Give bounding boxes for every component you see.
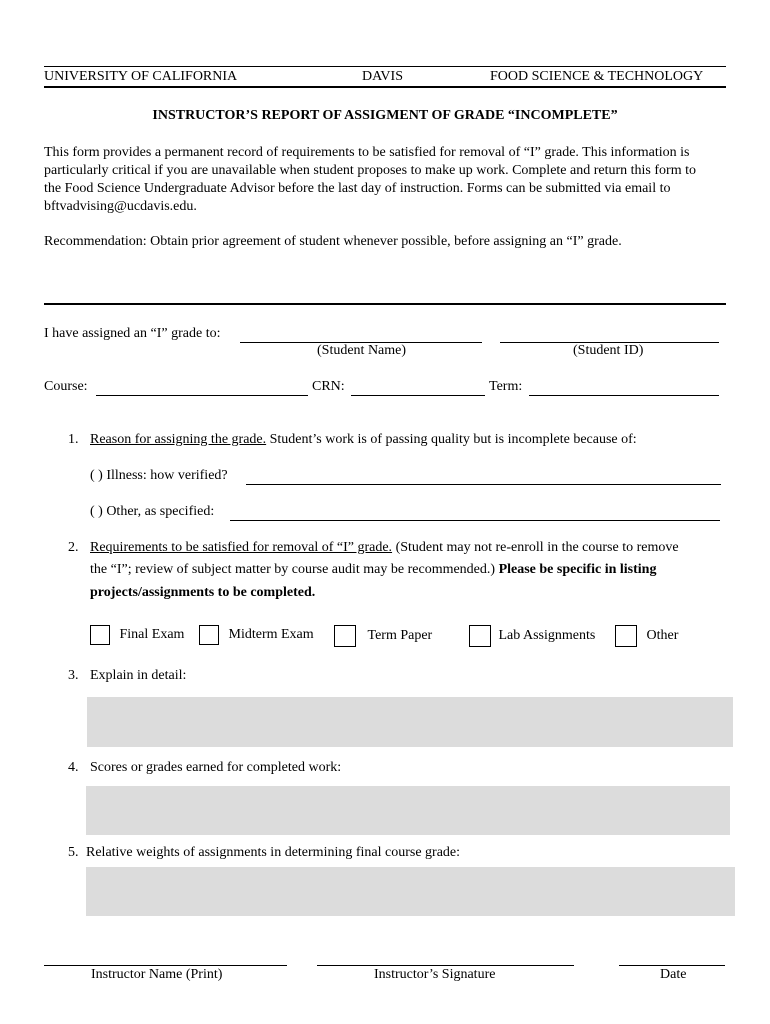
item2-line1 xyxy=(90,540,679,556)
date-caption: Date xyxy=(660,967,687,982)
instructor-name-caption: Instructor Name (Print) xyxy=(91,967,223,982)
form-title: INSTRUCTOR’S REPORT OF ASSIGMENT OF GRADE “INCOMPLETE” xyxy=(152,108,618,123)
option-lab-assignments[interactable] xyxy=(469,625,595,647)
lab-assignments-label: Lab Assignments xyxy=(498,628,596,644)
item2-line2 xyxy=(90,562,656,578)
student-name-caption: (Student Name) xyxy=(317,343,407,358)
other-option-label: ( ) Other, as specified: xyxy=(90,504,215,519)
item2-text1: (Student may not re-enroll in the course to remove xyxy=(392,540,679,555)
item1-heading: Reason for assigning the grade. xyxy=(90,432,267,447)
student-name-field[interactable] xyxy=(240,326,482,343)
item1-text xyxy=(90,432,637,448)
illness-verification-field[interactable] xyxy=(246,468,721,485)
scores-field[interactable] xyxy=(86,786,730,835)
item5-number: 5. xyxy=(68,845,79,860)
instructor-signature-line[interactable] xyxy=(317,965,574,966)
item2-number: 2. xyxy=(68,540,79,555)
illness-option-label: ( ) Illness: how verified? xyxy=(90,468,228,483)
course-label: Course: xyxy=(44,379,88,394)
item5-label: Relative weights of assignments in determining final course grade: xyxy=(86,845,461,860)
weights-field[interactable] xyxy=(86,867,735,916)
instructor-name-line[interactable] xyxy=(44,965,287,966)
header-bottom-rule xyxy=(44,86,726,88)
option-midterm-exam[interactable] xyxy=(199,625,314,645)
explain-detail-field[interactable] xyxy=(87,697,733,747)
header-campus: DAVIS xyxy=(362,69,403,84)
item2-heading: Requirements to be satisfied for removal of “I” grade. xyxy=(90,540,393,555)
term-label: Term: xyxy=(489,379,523,394)
item1-description: Student’s work is of passing quality but is incomplete because of: xyxy=(266,432,637,447)
crn-field[interactable] xyxy=(351,379,485,396)
header-university: UNIVERSITY OF CALIFORNIA xyxy=(44,69,238,84)
term-paper-label: Term Paper xyxy=(367,628,433,644)
item4-label: Scores or grades earned for completed work: xyxy=(90,760,342,775)
student-id-caption: (Student ID) xyxy=(573,343,644,358)
final-exam-label: Final Exam xyxy=(119,627,185,643)
item4-number: 4. xyxy=(68,760,79,775)
midterm-exam-checkbox[interactable] xyxy=(199,625,219,645)
header-department: FOOD SCIENCE & TECHNOLOGY xyxy=(490,69,704,84)
option-final-exam[interactable] xyxy=(90,625,184,645)
section-divider xyxy=(44,303,726,305)
other-reason-field[interactable] xyxy=(230,504,720,521)
instructor-signature-caption: Instructor’s Signature xyxy=(374,967,496,982)
option-term-paper[interactable] xyxy=(334,625,432,647)
student-id-field[interactable] xyxy=(500,326,719,343)
term-field[interactable] xyxy=(529,379,719,396)
date-line[interactable] xyxy=(619,965,725,966)
item3-number: 3. xyxy=(68,668,79,683)
midterm-exam-label: Midterm Exam xyxy=(228,627,314,643)
lab-assignments-checkbox[interactable] xyxy=(469,625,491,647)
item2-bold1: Please be specific in listing xyxy=(498,562,657,577)
final-exam-checkbox[interactable] xyxy=(90,625,110,645)
term-paper-checkbox[interactable] xyxy=(334,625,356,647)
header-top-rule xyxy=(44,66,726,67)
other-label: Other xyxy=(646,628,679,644)
item2-text2: the “I”; review of subject matter by course audit may be recommended.) xyxy=(90,562,499,577)
item1-number: 1. xyxy=(68,432,79,447)
other-checkbox[interactable] xyxy=(615,625,637,647)
option-other[interactable] xyxy=(615,625,678,647)
item3-label: Explain in detail: xyxy=(90,668,187,683)
recommendation-text: Recommendation: Obtain prior agreement of student whenever possible, before assigning an “I” grade. xyxy=(44,234,622,249)
crn-label: CRN: xyxy=(312,379,345,394)
intro-paragraph: This form provides a permanent record of requirements to be satisfied for removal of “I” grade. This information is particularly critical if you are unavailable when student proposes to make up work. Complete and return this form to the Food Science Undergraduate Advisor before the last day of instruction. Forms can be submitted via email to bftvadvising@ucdavis.edu. xyxy=(44,145,696,214)
item2-bold2: projects/assignments to be completed. xyxy=(90,585,316,600)
assigned-grade-label: I have assigned an “I” grade to: xyxy=(44,326,221,341)
course-field[interactable] xyxy=(96,379,308,396)
